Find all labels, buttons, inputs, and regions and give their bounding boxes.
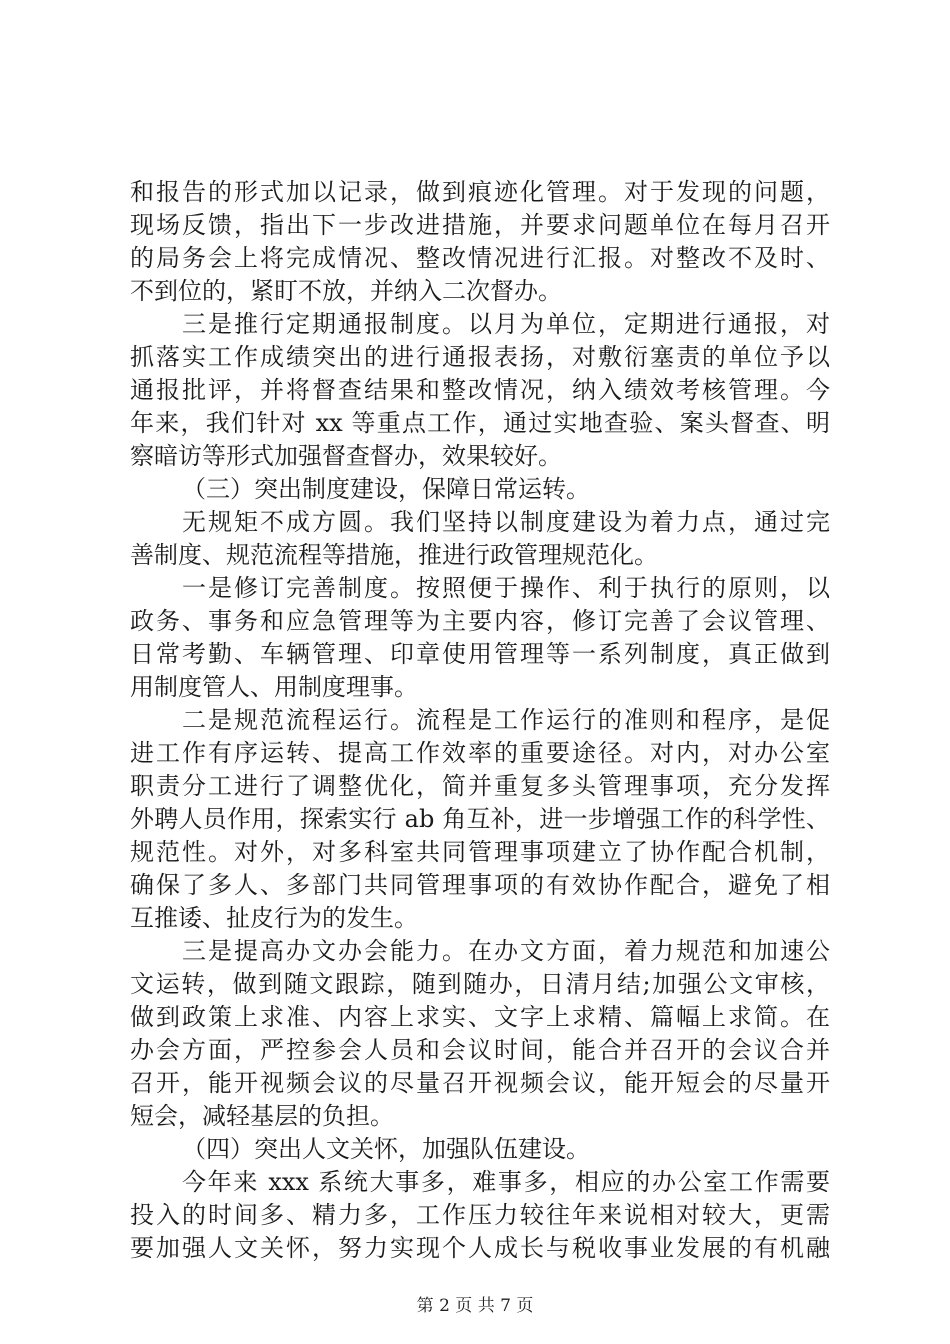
text-line: 互推诿、扯皮行为的发生。 (130, 904, 418, 932)
section-heading: （三）突出制度建设，保障日常运转。 (182, 475, 590, 503)
text-line: 外聘人员作用，探索实行 ab 角互补，进一步增强工作的科学性、 (130, 805, 830, 833)
text-line: 用制度管人、用制度理事。 (130, 673, 418, 701)
text-line: 三是提高办文办会能力。在办文方面，着力规范和加速公 (182, 937, 830, 965)
text-line: 现场反馈，指出下一步改进措施，并要求问题单位在每月召开 (130, 211, 830, 239)
text-line: 做到政策上求准、内容上求实、文字上求精、篇幅上求简。在 (130, 1003, 830, 1031)
text-line: 年来，我们针对 xx 等重点工作，通过实地查验、案头督查、明 (130, 409, 830, 437)
text-line: 无规矩不成方圆。我们坚持以制度建设为着力点，通过完 (182, 508, 830, 536)
text-line: 要加强人文关怀，努力实现个人成长与税收事业发展的有机融 (130, 1234, 830, 1262)
text-line: 确保了多人、多部门共同管理事项的有效协作配合，避免了相 (130, 871, 830, 899)
text-line: 的局务会上将完成情况、整改情况进行汇报。对整改不及时、 (130, 244, 830, 272)
text-line: 和报告的形式加以记录，做到痕迹化管理。对于发现的问题， (130, 178, 830, 206)
text-line: 召开，能开视频会议的尽量召开视频会议，能开短会的尽量开 (130, 1069, 830, 1097)
text-line: 今年来 xxx 系统大事多，难事多，相应的办公室工作需要 (182, 1168, 830, 1196)
text-line: 日常考勤、车辆管理、印章使用管理等一系列制度，真正做到 (130, 640, 830, 668)
text-line: 察暗访等形式加强督查督办，效果较好。 (130, 442, 562, 470)
text-line: 规范性。对外，对多科室共同管理事项建立了协作配合机制， (130, 838, 830, 866)
document-body (130, 176, 830, 1265)
text-line: 职责分工进行了调整优化，简并重复多头管理事项，充分发挥 (130, 772, 830, 800)
text-line: 三是推行定期通报制度。以月为单位，定期进行通报，对 (182, 310, 830, 338)
page-footer: 第 2 页 共 7 页 (416, 1296, 534, 1316)
text-line: 善制度、规范流程等措施，推进行政管理规范化。 (130, 541, 658, 569)
text-line: 投入的时间多、精力多，工作压力较往年来说相对较大，更需 (130, 1201, 830, 1229)
text-line: 文运转，做到随文跟踪，随到随办，日清月结;加强公文审核， (130, 970, 830, 998)
text-line: 二是规范流程运行。流程是工作运行的准则和程序，是促 (182, 706, 830, 734)
text-line: 抓落实工作成绩突出的进行通报表扬，对敷衍塞责的单位予以 (130, 343, 830, 371)
text-line: 不到位的，紧盯不放，并纳入二次督办。 (130, 277, 562, 305)
text-line: 政务、事务和应急管理等为主要内容，修订完善了会议管理、 (130, 607, 830, 635)
text-line: 进工作有序运转、提高工作效率的重要途径。对内，对办公室 (130, 739, 830, 767)
text-line: 办会方面，严控参会人员和会议时间，能合并召开的会议合并 (130, 1036, 830, 1064)
text-line: 短会，减轻基层的负担。 (130, 1102, 394, 1130)
section-heading: （四）突出人文关怀，加强队伍建设。 (182, 1135, 590, 1163)
text-line: 通报批评，并将督查结果和整改情况，纳入绩效考核管理。今 (130, 376, 830, 404)
text-line: 一是修订完善制度。按照便于操作、利于执行的原则，以 (182, 574, 830, 602)
